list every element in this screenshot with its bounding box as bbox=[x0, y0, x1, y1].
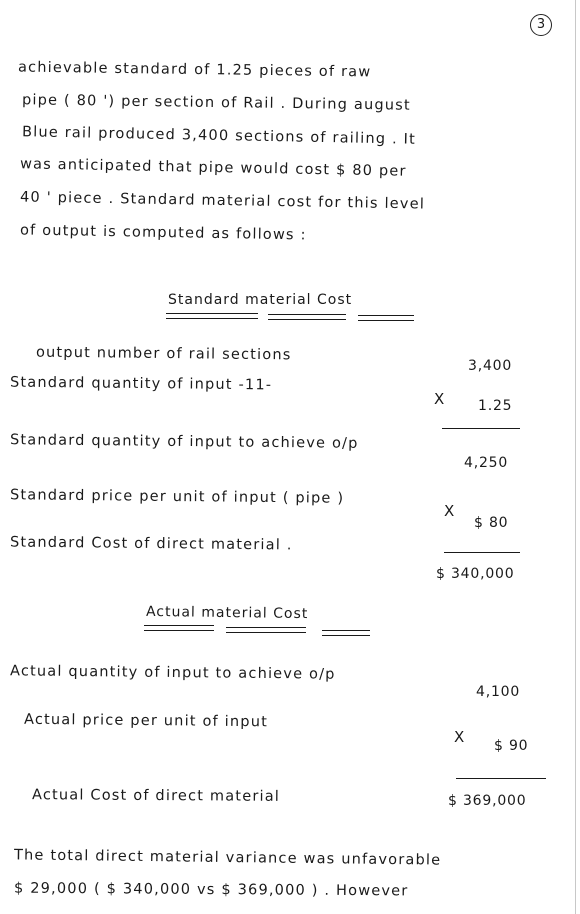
heading-underline bbox=[322, 635, 370, 636]
standard-row-value: 4,250 bbox=[464, 455, 509, 471]
section-heading-actual: Actual material Cost bbox=[145, 603, 309, 623]
standard-row-label: Standard price per unit of input ( pipe ) bbox=[9, 487, 345, 507]
standard-row-value: 3,400 bbox=[468, 358, 513, 374]
heading-underline bbox=[358, 315, 414, 316]
standard-row-value: $ 340,000 bbox=[436, 566, 515, 582]
heading-underline bbox=[268, 314, 346, 315]
intro-line: Blue rail produced 3,400 sections of railing . It bbox=[21, 124, 417, 148]
intro-line: was anticipated that pipe would cost $ 80 per bbox=[19, 156, 407, 180]
intro-line: achievable standard of 1.25 pieces of raw bbox=[17, 59, 372, 81]
multiply-sign: X bbox=[454, 728, 466, 746]
actual-row-label: Actual Cost of direct material bbox=[31, 787, 281, 805]
standard-row-label: Standard quantity of input to achieve o/p bbox=[9, 432, 359, 452]
heading-underline bbox=[144, 625, 214, 626]
standard-row-label: output number of rail sections bbox=[35, 344, 292, 364]
heading-underline bbox=[268, 319, 346, 320]
heading-underline bbox=[358, 320, 414, 321]
standard-row-label: Standard Cost of direct material . bbox=[9, 534, 293, 554]
multiply-sign: X bbox=[434, 390, 446, 408]
actual-row-value: $ 369,000 bbox=[448, 793, 527, 809]
page-number-circle: 3 bbox=[530, 14, 552, 36]
intro-line: of output is computed as follows : bbox=[19, 222, 307, 244]
page-edge-line bbox=[575, 0, 576, 914]
actual-row-value: $ 90 bbox=[494, 738, 529, 754]
closing-line: The total direct material variance was unfavorable bbox=[13, 847, 442, 869]
heading-underline bbox=[144, 630, 214, 631]
sum-rule bbox=[456, 778, 546, 779]
actual-row-value: 4,100 bbox=[476, 684, 521, 700]
multiply-sign: X bbox=[444, 502, 456, 520]
sum-rule bbox=[442, 428, 520, 429]
standard-row-value: 1.25 bbox=[478, 398, 513, 414]
heading-underline bbox=[226, 632, 306, 633]
actual-row-label: Actual price per unit of input bbox=[23, 711, 269, 731]
section-heading-standard: Standard material Cost bbox=[168, 292, 353, 308]
heading-underline bbox=[166, 313, 258, 314]
heading-underline bbox=[166, 318, 258, 319]
intro-line: 40 ' piece . Standard material cost for this level bbox=[19, 189, 426, 213]
actual-row-label: Actual quantity of input to achieve o/p bbox=[9, 663, 336, 683]
heading-underline bbox=[322, 630, 370, 631]
closing-line: $ 29,000 ( $ 340,000 vs $ 369,000 ) . However bbox=[13, 880, 409, 900]
heading-underline bbox=[226, 627, 306, 628]
sum-rule bbox=[444, 552, 520, 553]
standard-row-value: $ 80 bbox=[474, 515, 509, 531]
standard-row-label: Standard quantity of input -11- bbox=[9, 374, 273, 394]
intro-line: pipe ( 80 ') per section of Rail . During august bbox=[21, 92, 411, 114]
